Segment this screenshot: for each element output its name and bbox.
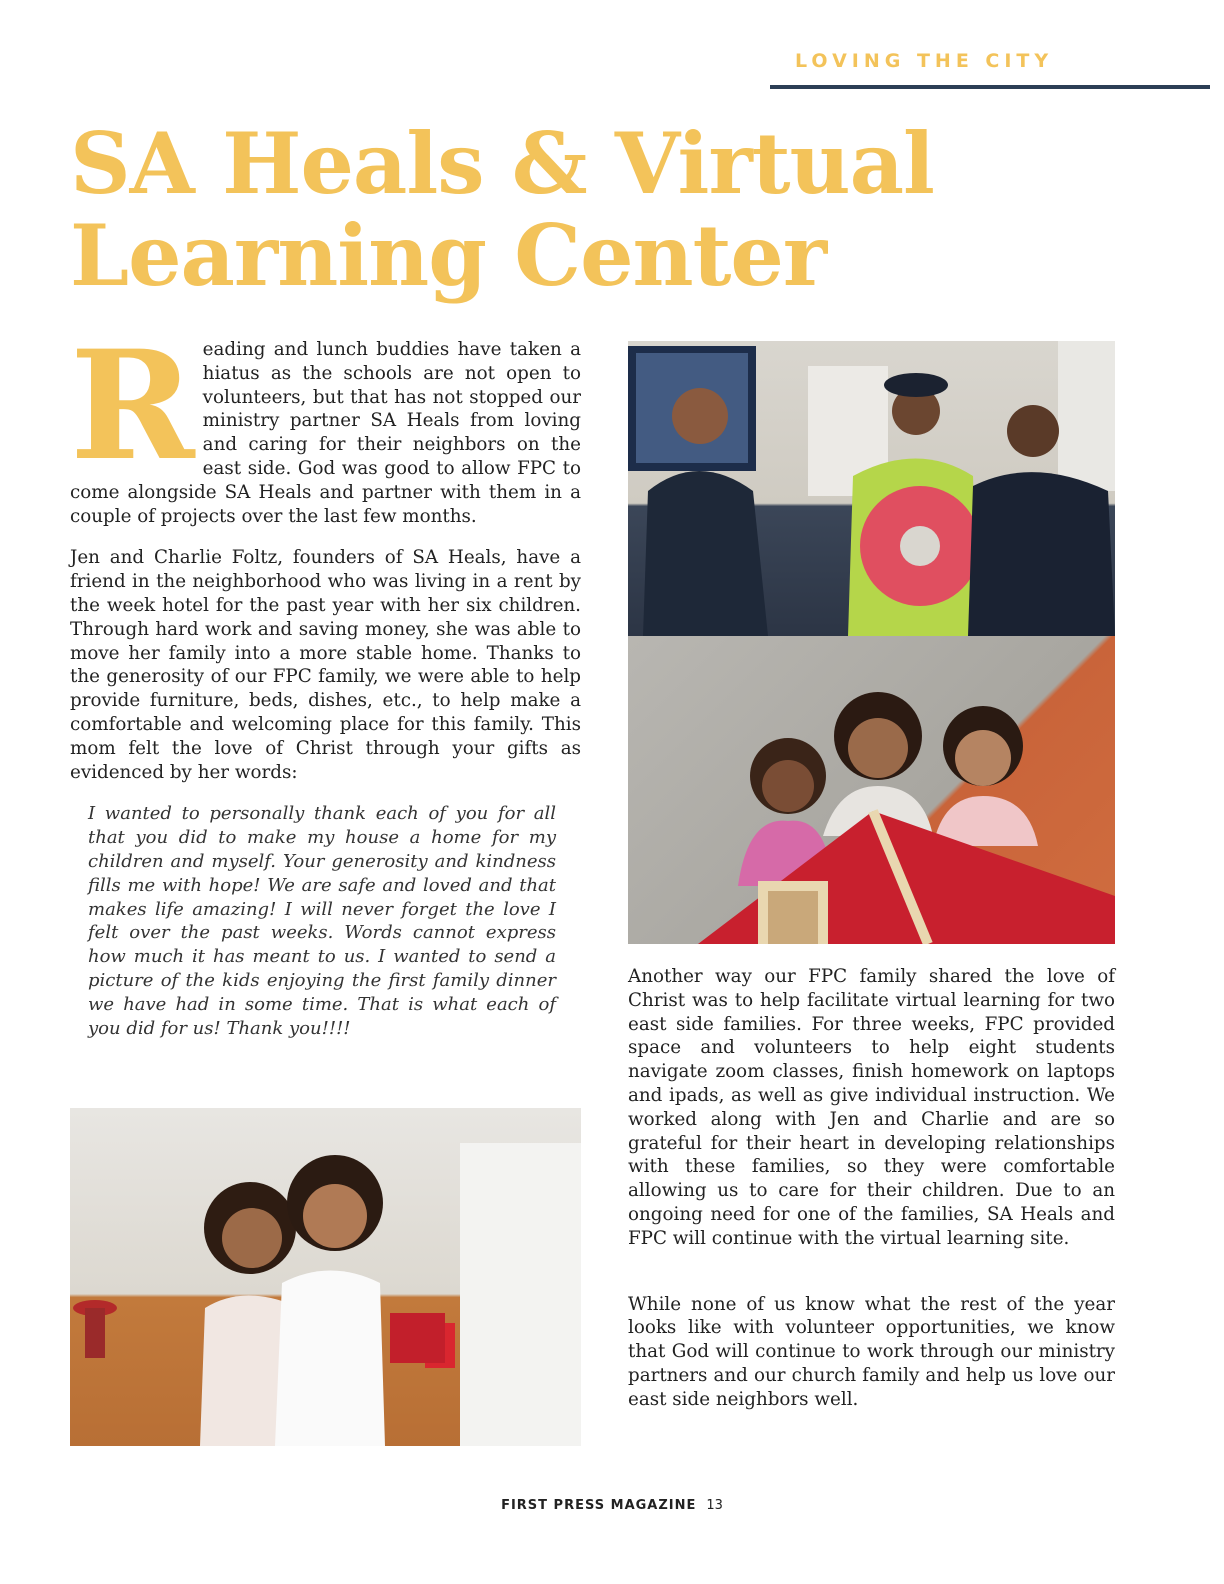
photo-two-children-smiling: [70, 1108, 581, 1446]
testimonial-quote: I wanted to personally thank each of you for all that you did to make my house a home for my children and myself. Your generosity and kindness fills me with hope! We are safe and loved and that makes life amazing! I will never forget the love I felt over the past weeks. Words cannot express how much it has meant to us. I wanted to send a picture of the kids enjoying the first family dinner we have had in some time. That is what each of you did for us! Thank you!!!!: [88, 803, 556, 1039]
page-title: SA Heals & Virtual Learning Center: [70, 114, 934, 305]
article-paragraph-3: Another way our FPC family shared the love of Christ was to help facilitate virtual learning for two east side families. For three weeks, FPC provided space and volunteers to help eight students navigate zoom classes, finish homework on laptops and ipads, as well as give individual instruction. We worked along with Jen and Charlie and are so grateful for their heart in developing relationships with these families, so they were comfortable allowing us to care for their children. Due to an ongoing need for one of the families, SA Heals and FPC will continue with the virtual learning site.: [628, 966, 1115, 1249]
magazine-name: FIRST PRESS MAGAZINE: [501, 1498, 697, 1513]
section-divider: [770, 85, 1210, 89]
drop-cap: R: [70, 318, 195, 494]
photo-police-officers-with-child: [628, 341, 1115, 636]
page-footer: [0, 1498, 1224, 1513]
photo-three-girls-playhouse: [628, 636, 1115, 944]
article-paragraph-1: [70, 318, 581, 528]
article-paragraph-2: Jen and Charlie Foltz, founders of SA Heals, have a friend in the neighborhood who was living in a rent by the week hotel for the past year with her six children. Through hard work and saving money, she was able to move her family into a more stable home. Thanks to the generosity of our FPC family, we were able to help provide furniture, beds, dishes, etc., to help make a comfortable and welcoming place for this family. This mom felt the love of Christ through your gifts as evidenced by her words:: [70, 547, 581, 783]
paragraph-1-text: eading and lunch buddies have taken a hiatus as the schools are not open to volunteers, but that has not stopped our ministry partner SA Heals from loving and caring for their neighbors on the east side. God was good to allow FPC to come alongside SA Heals and partner with them in a couple of projects over the last few months.: [70, 339, 581, 527]
article-paragraph-4: While none of us know what the rest of the year looks like with volunteer opportunities, we know that God will continue to work through our ministry partners and our church family and help us love our east side neighbors well.: [628, 1293, 1115, 1410]
article-column-right: [628, 965, 1115, 1430]
article-column-left: [70, 318, 581, 1040]
section-label: LOVING THE CITY: [795, 50, 1054, 72]
page-number: 13: [706, 1498, 723, 1513]
